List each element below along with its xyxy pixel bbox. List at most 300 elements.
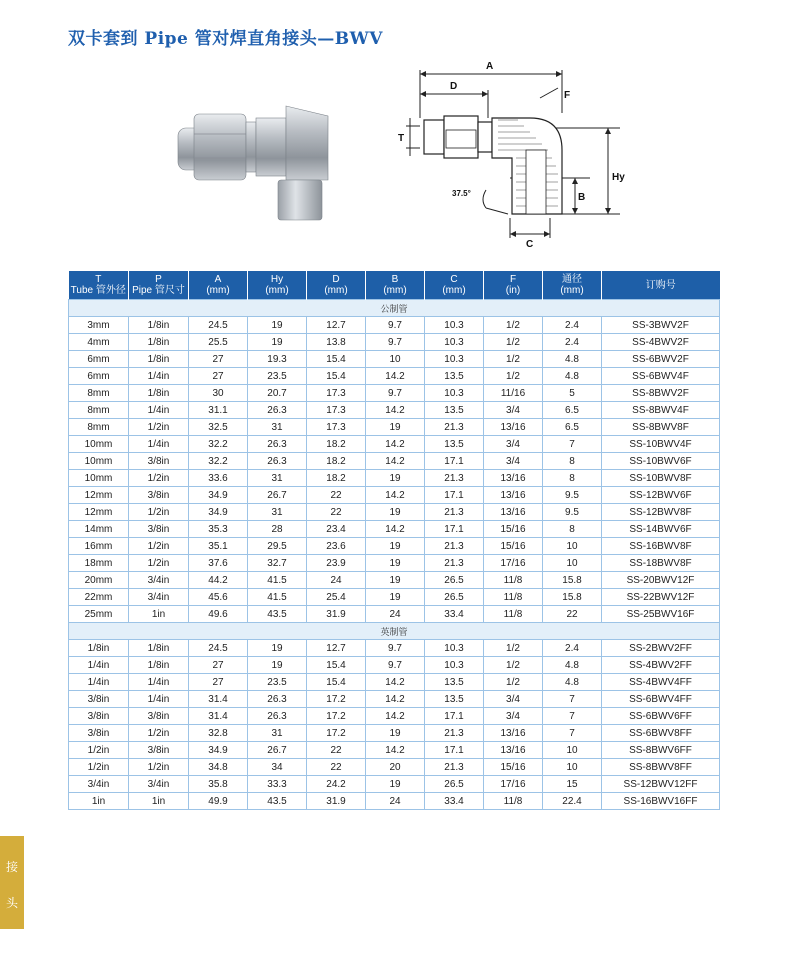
- table-cell: SS-12BWV6F: [602, 487, 720, 504]
- section-label: 公制管: [69, 300, 720, 317]
- table-cell: 25mm: [69, 606, 129, 623]
- table-cell: 1/4in: [69, 674, 129, 691]
- table-cell: 1/2in: [129, 725, 189, 742]
- table-cell: 11/16: [484, 385, 543, 402]
- table-cell: SS-8BWV8FF: [602, 759, 720, 776]
- table-cell: 3/4: [484, 708, 543, 725]
- table-cell: 13/16: [484, 504, 543, 521]
- table-cell: 1/8in: [129, 334, 189, 351]
- table-row: [69, 759, 720, 776]
- table-cell: SS-12BWV8F: [602, 504, 720, 521]
- table-cell: 19: [248, 657, 307, 674]
- table-cell: 17/16: [484, 776, 543, 793]
- table-cell: 1/2: [484, 640, 543, 657]
- table-cell: 1/8in: [129, 317, 189, 334]
- table-cell: 3/4in: [69, 776, 129, 793]
- column-header: [484, 271, 543, 300]
- table-cell: 18.2: [307, 436, 366, 453]
- column-header-unit: (mm): [442, 285, 466, 296]
- table-cell: 22mm: [69, 589, 129, 606]
- table-cell: 26.5: [425, 572, 484, 589]
- table-cell: 34.9: [189, 742, 248, 759]
- table-cell: 21.3: [425, 470, 484, 487]
- table-row: [69, 725, 720, 742]
- table-cell: 19: [366, 555, 425, 572]
- table-cell: 10: [543, 742, 602, 759]
- table-cell: 4mm: [69, 334, 129, 351]
- table-cell: 34.9: [189, 487, 248, 504]
- column-header: [69, 271, 129, 300]
- section-side-tab: [0, 836, 24, 929]
- table-cell: 31: [248, 725, 307, 742]
- table-cell: 8: [543, 470, 602, 487]
- table-cell: SS-6BWV4FF: [602, 691, 720, 708]
- table-cell: 14.2: [366, 453, 425, 470]
- table-cell: 13/16: [484, 419, 543, 436]
- table-cell: 19: [366, 572, 425, 589]
- table-row: [69, 470, 720, 487]
- table-cell: 1/2in: [129, 759, 189, 776]
- table-cell: 15.4: [307, 368, 366, 385]
- table-cell: 26.5: [425, 589, 484, 606]
- table-cell: 9.7: [366, 317, 425, 334]
- table-cell: 27: [189, 674, 248, 691]
- table-cell: 6.5: [543, 402, 602, 419]
- table-cell: 13.5: [425, 674, 484, 691]
- table-cell: 34.9: [189, 504, 248, 521]
- table-cell: SS-8BWV8F: [602, 419, 720, 436]
- table-cell: 24: [366, 793, 425, 810]
- table-cell: 3/4: [484, 691, 543, 708]
- table-cell: SS-8BWV2F: [602, 385, 720, 402]
- table-cell: 24: [307, 572, 366, 589]
- table-header-row: [69, 271, 720, 300]
- table-cell: 1/4in: [129, 368, 189, 385]
- table-cell: 1/2in: [69, 759, 129, 776]
- table-cell: 25.5: [189, 334, 248, 351]
- table-cell: 14.2: [366, 368, 425, 385]
- table-cell: 21.3: [425, 725, 484, 742]
- table-cell: 3/4in: [129, 776, 189, 793]
- table-cell: 1/2: [484, 334, 543, 351]
- table-cell: 22: [307, 759, 366, 776]
- table-cell: 32.8: [189, 725, 248, 742]
- column-header-name: D: [332, 274, 340, 285]
- table-cell: 10.3: [425, 385, 484, 402]
- dim-Hy-label: Hy: [612, 172, 625, 183]
- table-cell: SS-2BWV2FF: [602, 640, 720, 657]
- table-cell: 19: [248, 334, 307, 351]
- table-cell: 31.4: [189, 708, 248, 725]
- table-cell: 7: [543, 436, 602, 453]
- table-cell: 18.2: [307, 453, 366, 470]
- table-cell: 10.3: [425, 351, 484, 368]
- table-cell: 24.5: [189, 317, 248, 334]
- table-cell: 1/8in: [69, 640, 129, 657]
- table-cell: 9.5: [543, 487, 602, 504]
- table-cell: 3/8in: [69, 691, 129, 708]
- table-cell: 6mm: [69, 368, 129, 385]
- table-cell: 13/16: [484, 470, 543, 487]
- table-cell: 8: [543, 453, 602, 470]
- table-cell: 30: [189, 385, 248, 402]
- section-row: [69, 300, 720, 317]
- table-row: [69, 776, 720, 793]
- table-cell: 27: [189, 368, 248, 385]
- table-cell: 10: [366, 351, 425, 368]
- table-cell: 9.7: [366, 657, 425, 674]
- table-cell: 17.1: [425, 708, 484, 725]
- table-cell: 11/8: [484, 589, 543, 606]
- table-cell: 8mm: [69, 385, 129, 402]
- table-cell: 9.5: [543, 504, 602, 521]
- dim-B-label: B: [578, 192, 586, 203]
- table-cell: 14.2: [366, 742, 425, 759]
- table-cell: 32.5: [189, 419, 248, 436]
- table-cell: 14mm: [69, 521, 129, 538]
- table-cell: 20mm: [69, 572, 129, 589]
- column-header: [366, 271, 425, 300]
- table-cell: 9.7: [366, 334, 425, 351]
- table-cell: 11/8: [484, 793, 543, 810]
- table-cell: 22: [307, 504, 366, 521]
- table-cell: 10mm: [69, 470, 129, 487]
- table-cell: 16mm: [69, 538, 129, 555]
- table-cell: 13/16: [484, 487, 543, 504]
- table-cell: SS-10BWV8F: [602, 470, 720, 487]
- table-cell: 19: [366, 538, 425, 555]
- table-cell: 2.4: [543, 334, 602, 351]
- table-cell: 13.5: [425, 436, 484, 453]
- table-cell: SS-6BWV2F: [602, 351, 720, 368]
- column-header: [129, 271, 189, 300]
- table-cell: 3/8in: [129, 708, 189, 725]
- table-cell: 35.8: [189, 776, 248, 793]
- side-tab-char-2: 头: [5, 896, 18, 910]
- table-cell: 8mm: [69, 402, 129, 419]
- table-cell: 4.8: [543, 351, 602, 368]
- table-cell: 2.4: [543, 317, 602, 334]
- table-cell: 18.2: [307, 470, 366, 487]
- table-cell: SS-18BWV8F: [602, 555, 720, 572]
- table-cell: 31.4: [189, 691, 248, 708]
- table-cell: 21.3: [425, 419, 484, 436]
- table-cell: 3/8in: [129, 487, 189, 504]
- side-tab-char-1: 接: [5, 860, 18, 874]
- table-cell: 35.3: [189, 521, 248, 538]
- table-cell: 21.3: [425, 759, 484, 776]
- table-cell: 26.5: [425, 776, 484, 793]
- table-cell: 9.7: [366, 640, 425, 657]
- table-cell: 1in: [129, 606, 189, 623]
- table-cell: 7: [543, 708, 602, 725]
- table-cell: 26.3: [248, 402, 307, 419]
- column-header: [248, 271, 307, 300]
- table-cell: 17.1: [425, 521, 484, 538]
- column-header-unit: (mm): [324, 285, 348, 296]
- table-cell: 12.7: [307, 640, 366, 657]
- table-cell: 34.8: [189, 759, 248, 776]
- table-cell: 24.5: [189, 640, 248, 657]
- table-row: [69, 487, 720, 504]
- table-cell: 1/4in: [69, 657, 129, 674]
- table-cell: 10.3: [425, 317, 484, 334]
- table-cell: 33.3: [248, 776, 307, 793]
- table-cell: 21.3: [425, 538, 484, 555]
- table-cell: 1/2in: [129, 538, 189, 555]
- table-cell: SS-12BWV12FF: [602, 776, 720, 793]
- table-cell: 34: [248, 759, 307, 776]
- table-cell: 13/16: [484, 725, 543, 742]
- table-cell: 19.3: [248, 351, 307, 368]
- table-cell: 3/8in: [129, 742, 189, 759]
- column-header-name: C: [450, 274, 458, 285]
- table-cell: 3/4in: [129, 572, 189, 589]
- table-cell: 5: [543, 385, 602, 402]
- table-cell: SS-4BWV4FF: [602, 674, 720, 691]
- table-cell: 32.2: [189, 453, 248, 470]
- table-cell: 14.2: [366, 708, 425, 725]
- table-cell: 15/16: [484, 759, 543, 776]
- table-cell: 23.5: [248, 674, 307, 691]
- column-header-name: Hy: [270, 274, 284, 285]
- table-row: [69, 453, 720, 470]
- table-cell: 1/4in: [129, 436, 189, 453]
- table-cell: 9.7: [366, 385, 425, 402]
- column-header-name: B: [391, 274, 399, 285]
- dim-F-label: F: [564, 90, 571, 101]
- table-row: [69, 555, 720, 572]
- table-cell: 3/8in: [129, 453, 189, 470]
- table-cell: 15: [543, 776, 602, 793]
- table-cell: 41.5: [248, 572, 307, 589]
- table-cell: 32.2: [189, 436, 248, 453]
- table-row: [69, 640, 720, 657]
- table-cell: SS-16BWV8F: [602, 538, 720, 555]
- table-cell: 45.6: [189, 589, 248, 606]
- column-header: [425, 271, 484, 300]
- table-cell: 12mm: [69, 504, 129, 521]
- table-cell: 28: [248, 521, 307, 538]
- table-cell: 1/2in: [129, 419, 189, 436]
- table-cell: 1/4in: [129, 691, 189, 708]
- table-row: [69, 691, 720, 708]
- table-cell: 8mm: [69, 419, 129, 436]
- table-cell: 3/8in: [129, 521, 189, 538]
- column-header-name: 订购号: [645, 279, 676, 291]
- column-header: [307, 271, 366, 300]
- table-cell: 19: [248, 640, 307, 657]
- table-cell: 1/8in: [129, 640, 189, 657]
- table-cell: 13.5: [425, 402, 484, 419]
- table-row: [69, 589, 720, 606]
- table-cell: 15.8: [543, 589, 602, 606]
- table-cell: 6.5: [543, 419, 602, 436]
- table-cell: 32.7: [248, 555, 307, 572]
- table-cell: 20: [366, 759, 425, 776]
- column-header-unit: (mm): [383, 285, 407, 296]
- table-cell: 18mm: [69, 555, 129, 572]
- table-cell: 14.2: [366, 674, 425, 691]
- table-cell: 12.7: [307, 317, 366, 334]
- table-cell: 10.3: [425, 334, 484, 351]
- table-cell: 3/4in: [129, 589, 189, 606]
- table-row: [69, 521, 720, 538]
- table-cell: 1/2in: [129, 555, 189, 572]
- column-header-unit: (mm): [206, 285, 230, 296]
- table-cell: 15/16: [484, 538, 543, 555]
- table-row: [69, 538, 720, 555]
- table-cell: 24: [366, 606, 425, 623]
- table-cell: 17.1: [425, 487, 484, 504]
- section-label: 英制管: [69, 623, 720, 640]
- table-cell: 20.7: [248, 385, 307, 402]
- table-cell: 3/8in: [69, 725, 129, 742]
- table-cell: 19: [366, 589, 425, 606]
- table-cell: 21.3: [425, 504, 484, 521]
- table-cell: 49.9: [189, 793, 248, 810]
- fitting-photo: [170, 96, 345, 226]
- table-cell: 17.2: [307, 691, 366, 708]
- column-header-unit: (in): [505, 285, 521, 296]
- table-cell: 1/8in: [129, 385, 189, 402]
- table-cell: 29.5: [248, 538, 307, 555]
- table-row: [69, 385, 720, 402]
- table-cell: 17.2: [307, 708, 366, 725]
- table-cell: 26.7: [248, 487, 307, 504]
- table-cell: 10.3: [425, 640, 484, 657]
- table-cell: 7: [543, 691, 602, 708]
- table-cell: 11/8: [484, 606, 543, 623]
- table-cell: SS-10BWV6F: [602, 453, 720, 470]
- table-cell: 13.5: [425, 368, 484, 385]
- table-cell: 17/16: [484, 555, 543, 572]
- dim-A-label: A: [486, 61, 494, 72]
- table-cell: 19: [366, 725, 425, 742]
- table-cell: 13.8: [307, 334, 366, 351]
- spec-table: [68, 271, 720, 810]
- table-row: [69, 504, 720, 521]
- table-cell: 41.5: [248, 589, 307, 606]
- table-cell: 31: [248, 470, 307, 487]
- column-header-name: A: [214, 274, 222, 285]
- table-cell: 49.6: [189, 606, 248, 623]
- table-cell: 22: [307, 487, 366, 504]
- table-row: [69, 317, 720, 334]
- table-cell: 10: [543, 759, 602, 776]
- table-cell: 2.4: [543, 640, 602, 657]
- table-cell: 33.4: [425, 606, 484, 623]
- table-cell: SS-25BWV16F: [602, 606, 720, 623]
- column-header-unit: (mm): [560, 285, 584, 296]
- dim-D-label: D: [450, 81, 458, 92]
- table-cell: 44.2: [189, 572, 248, 589]
- table-cell: 13/16: [484, 742, 543, 759]
- column-header-unit: Tube 管外径: [70, 285, 126, 296]
- table-cell: 13.5: [425, 691, 484, 708]
- page-title: 双卡套到 Pipe 管对焊直角接头—BWV: [68, 29, 383, 49]
- table-cell: 1/2: [484, 351, 543, 368]
- table-row: [69, 334, 720, 351]
- table-cell: 14.2: [366, 487, 425, 504]
- table-row: [69, 742, 720, 759]
- table-row: [69, 402, 720, 419]
- table-cell: 3/4: [484, 436, 543, 453]
- table-body: [69, 300, 720, 810]
- table-row: [69, 708, 720, 725]
- table-cell: 14.2: [366, 402, 425, 419]
- dim-angle-label: 37.5°: [452, 189, 471, 198]
- table-cell: 1/8in: [129, 657, 189, 674]
- table-cell: 10: [543, 538, 602, 555]
- table-cell: 22.4: [543, 793, 602, 810]
- table-cell: 3/8in: [69, 708, 129, 725]
- table-cell: 17.1: [425, 742, 484, 759]
- table-cell: 26.3: [248, 708, 307, 725]
- table-cell: 22: [307, 742, 366, 759]
- table-cell: 35.1: [189, 538, 248, 555]
- table-cell: 10: [543, 555, 602, 572]
- table-cell: 14.2: [366, 436, 425, 453]
- table-cell: 10mm: [69, 436, 129, 453]
- table-cell: SS-6BWV4F: [602, 368, 720, 385]
- table-cell: 26.3: [248, 436, 307, 453]
- table-cell: SS-4BWV2FF: [602, 657, 720, 674]
- table-cell: 3/4: [484, 402, 543, 419]
- table-cell: 19: [366, 470, 425, 487]
- table-cell: SS-6BWV6FF: [602, 708, 720, 725]
- table-cell: 19: [366, 419, 425, 436]
- table-cell: 21.3: [425, 555, 484, 572]
- table-cell: 1/2: [484, 657, 543, 674]
- table-row: [69, 351, 720, 368]
- table-cell: 3mm: [69, 317, 129, 334]
- table-cell: 17.1: [425, 453, 484, 470]
- column-header-unit: (mm): [265, 285, 289, 296]
- table-row: [69, 368, 720, 385]
- table-cell: 15.4: [307, 351, 366, 368]
- column-header-name: F: [509, 274, 517, 285]
- column-header-name: T: [95, 274, 102, 285]
- table-cell: 17.2: [307, 725, 366, 742]
- table-row: [69, 419, 720, 436]
- table-cell: 4.8: [543, 657, 602, 674]
- table-cell: 15/16: [484, 521, 543, 538]
- column-header-unit: Pipe 管尺寸: [132, 285, 185, 296]
- table-cell: SS-6BWV8FF: [602, 725, 720, 742]
- column-header-name: 通径: [562, 274, 582, 285]
- table-cell: 25.4: [307, 589, 366, 606]
- table-cell: 43.5: [248, 606, 307, 623]
- table-cell: 31: [248, 419, 307, 436]
- table-row: [69, 674, 720, 691]
- table-cell: 31: [248, 504, 307, 521]
- column-header: [189, 271, 248, 300]
- table-cell: 33.6: [189, 470, 248, 487]
- column-header: [543, 271, 602, 300]
- table-cell: 33.4: [425, 793, 484, 810]
- table-cell: 26.7: [248, 742, 307, 759]
- table-cell: 8: [543, 521, 602, 538]
- table-cell: 1/8in: [129, 351, 189, 368]
- table-cell: 23.6: [307, 538, 366, 555]
- table-cell: SS-10BWV4F: [602, 436, 720, 453]
- table-cell: 10.3: [425, 657, 484, 674]
- table-cell: SS-16BWV16FF: [602, 793, 720, 810]
- table-cell: 4.8: [543, 368, 602, 385]
- table-cell: 6mm: [69, 351, 129, 368]
- table-cell: 15.4: [307, 657, 366, 674]
